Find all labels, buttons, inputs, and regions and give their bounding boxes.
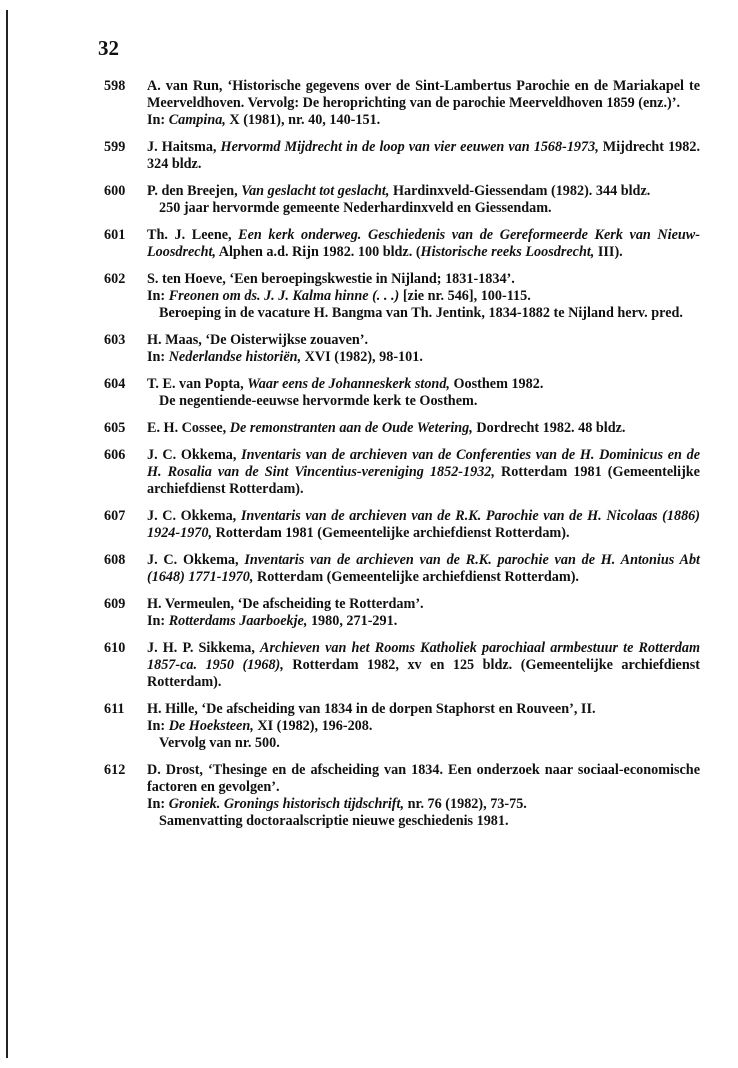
citation-text: In: xyxy=(147,112,169,128)
citation-text: Rotterdam 1981 (Gemeentelijke archiefdienst Rotterdam). xyxy=(212,525,570,541)
citation-text: P. den Breejen, xyxy=(147,183,242,199)
work-title: Waar eens de Johanneskerk stond, xyxy=(247,376,450,392)
bibliography-entry xyxy=(100,762,700,830)
bibliography-entry xyxy=(100,183,700,217)
entry-annotation xyxy=(147,813,700,830)
entry-citation-line xyxy=(147,447,700,498)
citation-text: Mijdrecht 1982. 324 bldz. xyxy=(147,139,700,172)
entry-number: 601 xyxy=(104,227,126,243)
entry-citation-line xyxy=(147,796,700,813)
citation-text: X (1981), nr. 40, 140-151. xyxy=(225,112,381,128)
entry-citation-line xyxy=(147,701,700,718)
citation-text: Rotterdam 1981 (Gemeentelijke archiefdienst Rotterdam). xyxy=(147,464,700,497)
bibliography-entry xyxy=(100,508,700,542)
entry-annotation xyxy=(147,305,700,322)
entry-citation-line xyxy=(147,332,700,349)
citation-text: Dordrecht 1982. 48 bldz. xyxy=(472,420,626,436)
citation-text: In: xyxy=(147,796,169,812)
citation-text: Oosthem 1982. xyxy=(449,376,544,392)
citation-text: Th. J. Leene, xyxy=(147,227,239,243)
work-title: Rotterdams Jaarboekje, xyxy=(168,613,308,629)
citation-text: E. H. Cossee, xyxy=(147,420,230,436)
citation-text: Vervolg van nr. 500. xyxy=(159,735,280,751)
entry-number: 609 xyxy=(104,596,126,612)
entry-number: 603 xyxy=(104,332,126,348)
entry-number: 612 xyxy=(104,762,126,778)
work-title: Inventaris van de archieven van de R.K. Parochie van de H. Nicolaas (1886) 1924-1970, xyxy=(147,508,700,541)
citation-text: In: xyxy=(147,613,169,629)
citation-text: J. C. Okkema, xyxy=(147,508,241,524)
entry-citation-line xyxy=(147,640,700,691)
entry-number: 610 xyxy=(104,640,126,656)
entry-number: 600 xyxy=(104,183,126,199)
entry-citation-line xyxy=(147,271,700,288)
bibliography-entry xyxy=(100,596,700,630)
citation-text: [zie nr. 546], 100-115. xyxy=(399,288,531,304)
entry-number: 611 xyxy=(104,701,125,717)
entry-citation-line xyxy=(147,288,700,305)
citation-text: XI (1982), 196-208. xyxy=(253,718,373,734)
entry-citation-line xyxy=(147,112,700,129)
entry-citation-line xyxy=(147,78,700,112)
entry-number: 604 xyxy=(104,376,126,392)
bibliography-entry xyxy=(100,420,700,437)
work-title: Een kerk onderweg. Geschiedenis van de Gereformeerde Kerk van Nieuw-Loosdrecht, xyxy=(147,227,700,260)
work-title: Hervormd Mijdrecht in de loop van vier eeuwen van 1568-1973, xyxy=(220,139,599,155)
citation-text: In: xyxy=(147,718,169,734)
entry-citation-line xyxy=(147,552,700,586)
work-title: Archieven van het Rooms Katholiek parochiaal armbestuur te Rotterdam 1857-ca. 1950 (1968), xyxy=(147,640,700,673)
citation-text: Rotterdam 1982, xv en 125 bldz. (Gemeentelijke archiefdienst Rotterdam). xyxy=(147,657,700,690)
bibliography-entry xyxy=(100,271,700,322)
bibliography-entry xyxy=(100,332,700,366)
entry-annotation xyxy=(147,200,700,217)
citation-text: H. Maas, ‘De Oisterwijkse zouaven’. xyxy=(147,332,369,348)
entry-annotation xyxy=(147,735,700,752)
citation-text: XVI (1982), 98-101. xyxy=(301,349,423,365)
citation-text: Samenvatting doctoraalscriptie nieuwe geschiedenis 1981. xyxy=(159,813,509,829)
citation-text: 1980, 271-291. xyxy=(307,613,398,629)
citation-text: Beroeping in de vacature H. Bangma van Th. Jentink, 1834-1882 te Nijland herv. pred. xyxy=(159,305,683,321)
citation-text: J. C. Okkema, xyxy=(147,552,245,568)
work-title: Freonen om ds. J. J. Kalma hinne (. . .) xyxy=(168,288,400,304)
citation-text: De negentiende-eeuwse hervormde kerk te Oosthem. xyxy=(159,393,478,409)
citation-text: H. Hille, ‘De afscheiding van 1834 in de dorpen Staphorst en Rouveen’, II. xyxy=(147,701,596,717)
work-title: Inventaris van de archieven van de Conferenties van de H. Dominicus en de H. Rosalia van de Sint Vincentius-vereniging 1852-1932, xyxy=(147,447,700,480)
entry-citation-line xyxy=(147,376,700,393)
citation-text: III). xyxy=(594,244,623,260)
entry-number: 602 xyxy=(104,271,126,287)
bibliography-entry xyxy=(100,227,700,261)
entry-citation-line xyxy=(147,613,700,630)
entry-citation-line xyxy=(147,183,700,200)
entry-citation-line xyxy=(147,596,700,613)
entry-number: 605 xyxy=(104,420,126,436)
work-title: De Hoeksteen, xyxy=(168,718,254,734)
work-title: Campina, xyxy=(168,112,226,128)
citation-text: J. C. Okkema, xyxy=(147,447,242,463)
citation-text: H. Vermeulen, ‘De afscheiding te Rotterdam’. xyxy=(147,596,424,612)
work-title: Nederlandse historiën, xyxy=(168,349,302,365)
bibliography-entry xyxy=(100,139,700,173)
entry-citation-line xyxy=(147,349,700,366)
citation-text: S. ten Hoeve, ‘Een beroepingskwestie in Nijland; 1831-1834’. xyxy=(147,271,515,287)
citation-text: nr. 76 (1982), 73-75. xyxy=(404,796,527,812)
bibliography-entry xyxy=(100,552,700,586)
bibliography-list xyxy=(100,78,700,840)
bibliography-entry xyxy=(100,640,700,691)
entry-citation-line xyxy=(147,227,700,261)
entry-citation-line xyxy=(147,762,700,796)
entry-annotation xyxy=(147,393,700,410)
entry-citation-line xyxy=(147,139,700,173)
bibliography-entry xyxy=(100,447,700,498)
entry-number: 608 xyxy=(104,552,126,568)
page-number: 32 xyxy=(98,36,119,60)
citation-text: D. Drost, ‘Thesinge en de afscheiding van 1834. Een onderzoek naar sociaal-economische factoren en gevolgen’. xyxy=(147,762,700,795)
work-title: De remonstranten aan de Oude Wetering, xyxy=(229,420,473,436)
citation-text: 250 jaar hervormde gemeente Nederhardinxveld en Giessendam. xyxy=(159,200,552,216)
citation-text: Hardinxveld-Giessendam (1982). 344 bldz. xyxy=(389,183,651,199)
entry-citation-line xyxy=(147,420,700,437)
entry-number: 606 xyxy=(104,447,126,463)
work-title: Groniek. Gronings historisch tijdschrift, xyxy=(168,796,405,812)
citation-text: In: xyxy=(147,349,169,365)
bibliography-entry xyxy=(100,701,700,752)
citation-text: A. van Run, ‘Historische gegevens over de Sint-Lambertus Parochie en de Mariakapel te Meerveldhoven. Vervolg: De heroprichting van de parochie Meerveldhoven 1859 (enz.)’. xyxy=(147,78,700,111)
citation-text: T. E. van Popta, xyxy=(147,376,248,392)
page-edge-rule xyxy=(6,10,8,1058)
work-title: Van geslacht tot geslacht, xyxy=(241,183,390,199)
citation-text: J. H. P. Sikkema, xyxy=(147,640,261,656)
citation-text: Alphen a.d. Rijn 1982. 100 bldz. ( xyxy=(215,244,421,260)
entry-citation-line xyxy=(147,508,700,542)
entry-number: 599 xyxy=(104,139,126,155)
entry-number: 607 xyxy=(104,508,126,524)
work-title: Inventaris van de archieven van de R.K. parochie van de H. Antonius Abt (1648) 1771-1970, xyxy=(147,552,700,585)
bibliography-entry xyxy=(100,376,700,410)
entry-citation-line xyxy=(147,718,700,735)
entry-number: 598 xyxy=(104,78,126,94)
citation-text: In: xyxy=(147,288,169,304)
bibliography-entry xyxy=(100,78,700,129)
citation-text: J. Haitsma, xyxy=(147,139,221,155)
citation-text: Rotterdam (Gemeentelijke archiefdienst Rotterdam). xyxy=(253,569,579,585)
work-title: Historische reeks Loosdrecht, xyxy=(420,244,595,260)
